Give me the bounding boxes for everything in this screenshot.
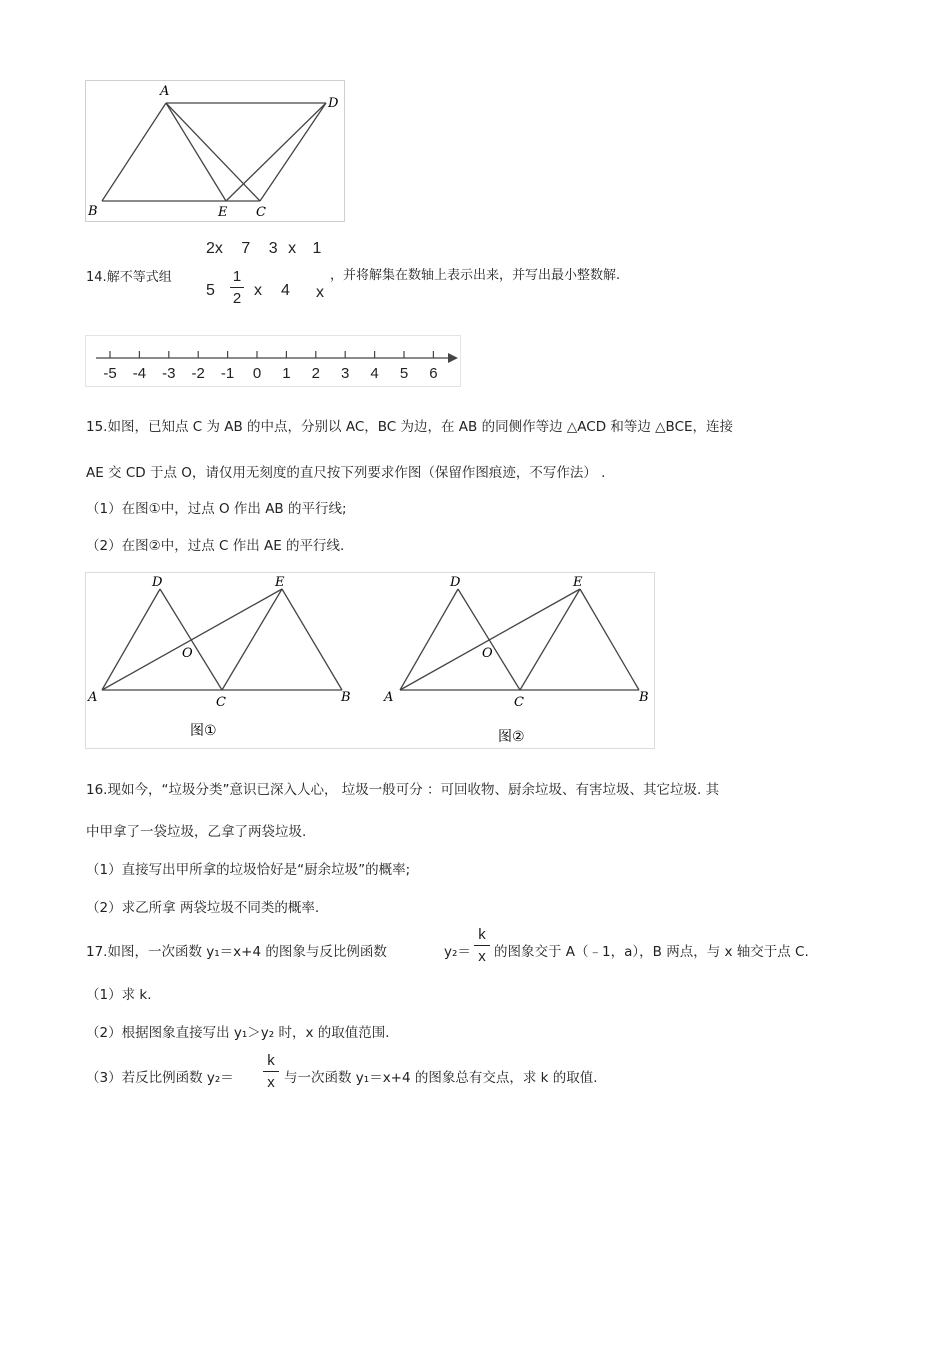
number-line-tick-label: -1 xyxy=(220,365,235,382)
fraction-numerator: k xyxy=(478,926,486,943)
q17-line-b: 的图象交于 A（﹣1，a），B 两点，与 x 轴交于点 C. xyxy=(494,944,809,960)
q14-term: 3 xyxy=(268,240,278,257)
q17-sub3a: （3）若反比例函数 y₂＝ xyxy=(86,1070,234,1086)
triangles-figure xyxy=(85,572,655,749)
fraction-denominator: x xyxy=(478,948,486,965)
q14-term: 7 xyxy=(241,240,251,257)
number-line-tick-label: 2 xyxy=(311,365,320,382)
label-e-1: E xyxy=(275,575,285,590)
label-b-2: B xyxy=(639,690,649,705)
q14-row2-mid: 4 xyxy=(281,282,290,299)
number-line-tick-label: 6 xyxy=(429,365,438,382)
q14-term: x xyxy=(288,240,297,257)
parallelogram-diagram xyxy=(86,81,344,221)
label-d-2: D xyxy=(450,575,461,590)
q17-sub3b: 与一次函数 y₁＝x+4 的图象总有交点，求 k 的取值. xyxy=(284,1070,598,1086)
q16-line2: 中甲拿了一袋垃圾，乙拿了两袋垃圾. xyxy=(86,824,307,840)
label-c-2: C xyxy=(514,695,524,710)
q16-sub1: （1）直接写出甲所拿的垃圾恰好是“厨余垃圾”的概率; xyxy=(86,862,411,878)
number-line-tick-label: -5 xyxy=(103,365,117,382)
q14-term: 1 xyxy=(312,240,322,257)
q14-row2-x: x xyxy=(254,282,262,299)
q14-term: 2x xyxy=(206,240,223,257)
q15-sub1: （1）在图①中，过点 O 作出 AB 的平行线; xyxy=(86,501,347,517)
q15-line2: AE 交 CD 于点 O，请仅用无刻度的直尺按下列要求作图（保留作图痕迹，不写作法） . xyxy=(86,465,606,481)
number-line-tick-label: 5 xyxy=(399,365,409,382)
number-line-tick-label: -4 xyxy=(132,365,147,382)
number-line-tick-label: -3 xyxy=(162,365,176,382)
label-a: A xyxy=(160,84,170,99)
q14-tail: ，并将解集在数轴上表示出来，并写出最小整数解. xyxy=(330,268,621,283)
label-c-1: C xyxy=(216,695,226,710)
equilateral-triangles-diagram xyxy=(86,573,654,748)
q17-line-a: 17.如图，一次函数 y₁＝x+4 的图象与反比例函数 xyxy=(86,944,387,960)
q17-sub2: （2）根据图象直接写出 y₁＞y₂ 时，x 的取值范围. xyxy=(86,1025,390,1041)
label-d: D xyxy=(328,96,339,111)
fraction-numerator: 1 xyxy=(232,268,242,285)
number-line xyxy=(86,336,460,386)
number-line-tick-label: -2 xyxy=(191,365,205,382)
q15-sub2: （2）在图②中，过点 C 作出 AE 的平行线. xyxy=(86,538,345,554)
number-line-figure xyxy=(85,335,461,387)
label-c: C xyxy=(256,205,266,220)
number-line-tick-label: 3 xyxy=(341,365,350,382)
q16-line1: 16.现如今，“垃圾分类”意识已深入人心， 垃圾一般可分 ：可回收物、厨余垃圾、有害垃圾、其它垃圾. 其 xyxy=(86,782,720,798)
q15-line1: 15.如图，已知点 C 为 AB 的中点，分别以 AC，BC 为边，在 AB 的同侧作等边 △ACD 和等边 △BCE，连接 xyxy=(86,419,734,435)
label-d-1: D xyxy=(152,575,163,590)
fraction-bar xyxy=(474,945,490,946)
fraction-numerator: k xyxy=(267,1052,275,1069)
fraction-bar xyxy=(263,1071,279,1072)
number-line-tick-label: 4 xyxy=(370,365,379,382)
q14-row2-left: 5 xyxy=(206,282,215,299)
label-b-1: B xyxy=(341,690,351,705)
label-o-1: O xyxy=(182,646,193,661)
label-e: E xyxy=(218,205,228,220)
label-b: B xyxy=(88,204,98,219)
q14-lead-text: 解不等式组 xyxy=(106,270,172,285)
q17-y2: y₂＝ xyxy=(444,944,471,960)
label-a-1: A xyxy=(88,690,98,705)
caption-figure-2: 图② xyxy=(498,729,525,745)
q14-fraction xyxy=(230,268,244,307)
fraction-denominator: x xyxy=(267,1074,275,1091)
q14-row1 xyxy=(206,240,321,258)
fraction-denominator: 2 xyxy=(232,290,242,307)
q17-fraction xyxy=(474,926,490,965)
number-line-tick-label: 1 xyxy=(282,365,291,382)
label-e-2: E xyxy=(573,575,583,590)
number-line-tick-label: 0 xyxy=(252,365,262,382)
q14-row2-right: x xyxy=(316,284,324,301)
question-number: 14. xyxy=(86,270,107,285)
q17-sub1: （1）求 k. xyxy=(86,987,152,1003)
q16-sub2: （2）求乙所拿 两袋垃圾不同类的概率. xyxy=(86,900,320,916)
label-o-2: O xyxy=(482,646,493,661)
fraction-bar xyxy=(230,287,244,288)
caption-figure-1: 图① xyxy=(190,723,217,739)
parallelogram-figure xyxy=(85,80,345,222)
label-a-2: A xyxy=(384,690,394,705)
q14-lead xyxy=(86,266,172,285)
q17-fraction-2 xyxy=(263,1052,279,1091)
